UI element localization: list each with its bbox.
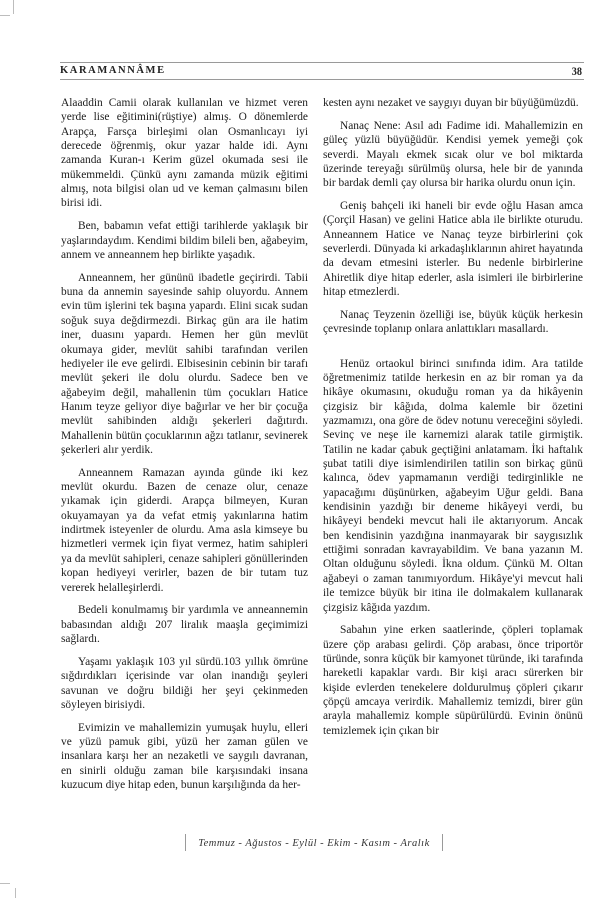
crop-mark: [15, 888, 16, 898]
paragraph: Nanaç Nene: Asıl adı Fadime idi. Mahallemizin en güleç yüzlü büyüğüdür. Kendisi yemek yemeği çok severdi. Mayalı ekmek sıcak olur ve bol miktarda üzerinde tereyağı sürülmüş olursa, hele bir de yanında bir bardak demli çay olursa bir harika olurdu onun için.: [323, 119, 583, 190]
paragraph: Anneannem, her gününü ibadetle geçirirdi. Tabii buna da annemin sayesinde sahip oluyordu. Annem evin tüm işlerini tek başına yapardı. Elini sıcak sudan soğuk suya değdirmezdi. Birkaç gün ara ile hatim iner, duasını yapardı. Hemen her gün mevlüt okumaya gider, mevlüt sahibi tarafından verilen hediyeler ile eve gelirdi. Elbisesinin cebinin bir tarafı mevlüt şekeri ile dolu olurdu. Sadece ben ve ağabeyim değil, mahallenin tüm çocukları Hatice Hanım teyze geliyor diye bağırlar ve her bir çocuğa mevlüt sahibinden aldığı şekerleri dağıtırdı. Mahallenin bütün çocuklarının ağzı tatlanır, sevinerek şekerleri alır yerdik.: [61, 271, 308, 456]
left-column: [61, 96, 308, 801]
crop-mark: [0, 883, 10, 884]
page-number: 38: [571, 64, 582, 78]
paragraph: Yaşamı yaklaşık 103 yıl sürdü.103 yıllık ömrüne sığdırdıkları içerisinde var olan inandığı şeyleri savunan ve doğru bildiği her şeyi çekinmeden söyleyen birisiydi.: [61, 655, 308, 711]
paragraph: Ben, babamın vefat ettiği tarihlerde yaklaşık bir yaşlarındaydım. Kendimi bildim bileli ben, ağabeyim, annem ve anneannem hep birlikte yaşadık.: [61, 220, 308, 261]
footer-divider: [442, 834, 443, 851]
paragraph: kesten aynı nezaket ve saygıyı duyan bir büyüğümüzdü.: [323, 97, 579, 109]
crop-mark: [13, 0, 14, 14]
paragraph: Sabahın yine erken saatlerinde, çöpleri toplamak üzere çöp arabası gelirdi. Çöp arabası, önce triportör türünde, sonra küçük bir kamyonet türünde, iki tarafında hareketli kapaklar vardı. Bir kişi aracı sürerken bir kişide evlerden tenekelere doldurulmuş çöpleri çıkarır çöpçü amcaya verirdik. Mahallemiz temizdi, birer gün arayla mahallemiz komple süpürülürdü. Evinin önünü temizlemek için çıkan bir: [323, 624, 583, 737]
running-footer: [185, 834, 443, 854]
issue-months: Temmuz - Ağustos - Eylül - Ekim - Kasım - Aralık: [198, 838, 430, 849]
paragraph: Evimizin ve mahallemizin yumuşak huylu, elleri ve yüzü pamuk gibi, yüzü her zaman gülen ve insanlara karşı her an nezaketli ve saygılı davranan, en sinirli olduğu zaman bile karşısındaki insana kuzucum diye hitap eden, bunun karşılığında da her-: [61, 721, 308, 792]
crop-mark: [0, 15, 10, 16]
paragraph: Geniş bahçeli iki haneli bir evde oğlu Hasan amca (Çorçil Hasan) ve gelini Hatice abla ile birlikte oturudu. Anneannem Hatice ve Nanaç teyze birbirlerini çok severlerdi. Dünyada ki arkadaşlıklarının ahiret hayatında da devam etmesini isterler. Bu nedenle birbirlerine Ahiretlik diye hitap ederler, asla isimleri ile birbirlerine hitap etmezlerdi.: [323, 200, 583, 299]
running-header: [60, 62, 584, 80]
paragraph: Alaaddin Camii olarak kullanılan ve hizmet veren yerde lise eğitimini(rüştiye) almış. O dönemlerde Arapça, Farsça birleşimi olan Osmanlıcayı iyi derecede öğrenmiş, okur yazar halde idi. Aynı zamanda Kuran-ı Kerim güzel okumada sesi ile mükemmeldi. Çünkü aynı zamanda müzik eğitimi almış, nota bilgisi olan ud ve keman çalmasını bilen birisi idi.: [61, 97, 308, 210]
journal-title: KARAMANNÂME: [60, 65, 166, 76]
right-column: [323, 96, 583, 747]
paragraph: Anneannem Ramazan ayında günde iki kez mevlüt okurdu. Bazen de cenaze olur, cenaze yıkamak için giderdi. Arapça bilmeyen, Kuran okuyamayan ya da vefat etmiş yakınlarına hatim indirtmek isteyenler de olurdu. Ama asla kimseye bu hizmetleri vermek için fiyat vermez, hatim sahipleri ya da mevlüt sahipleri, cenaze sahipleri gönüllerinden kopan hediyeyi verirler, bazen de bir tutam tuz vererek helalleşirlerdi.: [61, 466, 308, 594]
paragraph: Bedeli konulmamış bir yardımla ve anneannemin babasından aldığı 207 liralık maaşla geçimimizi sağlardı.: [61, 604, 308, 646]
paragraph: Nanaç Teyzenin özelliği ise, büyük küçük herkesin çevresinde toplanıp onlara anlattıkları masallardı.: [323, 308, 583, 336]
paragraph: Henüz ortaokul birinci sınıfında idim. Ara tatilde öğretmenimiz tatilde herkesin en az bir roman ya da hikâye okumasını, okuduğu roman ya da hikâyenin çizgisiz bir kâğıda, dolma kalemle bir özetini yazmamızı, ona göre de ödev notunu vereceğini söyledi. Sevinç ve neşe ile karnemizi alarak tatile girmiştik. Tatilin ne kadar çabuk geçtiğini anlatamam. İki haftalık şubat tatili diye isimlendirilen tatilin son birkaç günü kalınca, ödev yapmamanın verdiği tedirginlikle ne yapacağımı düşünürken, ağabeyim Uğur geldi. Bana kendisinin yazdığı bir deneme hikâyeyi verdi, bu hikâyeyi bendeki mevcut hali ile aktarıyorum. Ancak ben kendisinin yazdığına inanmayarak bir saygısızlık ettiğimi sonradan kavrayabildim. Ve bana yazanın M. Oltan olduğunu söyledi. İkna oldum. Çünkü M. Oltan ağabeyi o zaman tanımıyordum. Hikâye'yi mevcut hali ile temizce büyük bir itina ile dolmakalem kullanarak çizgisiz kâğıda yazdım.: [323, 357, 583, 614]
